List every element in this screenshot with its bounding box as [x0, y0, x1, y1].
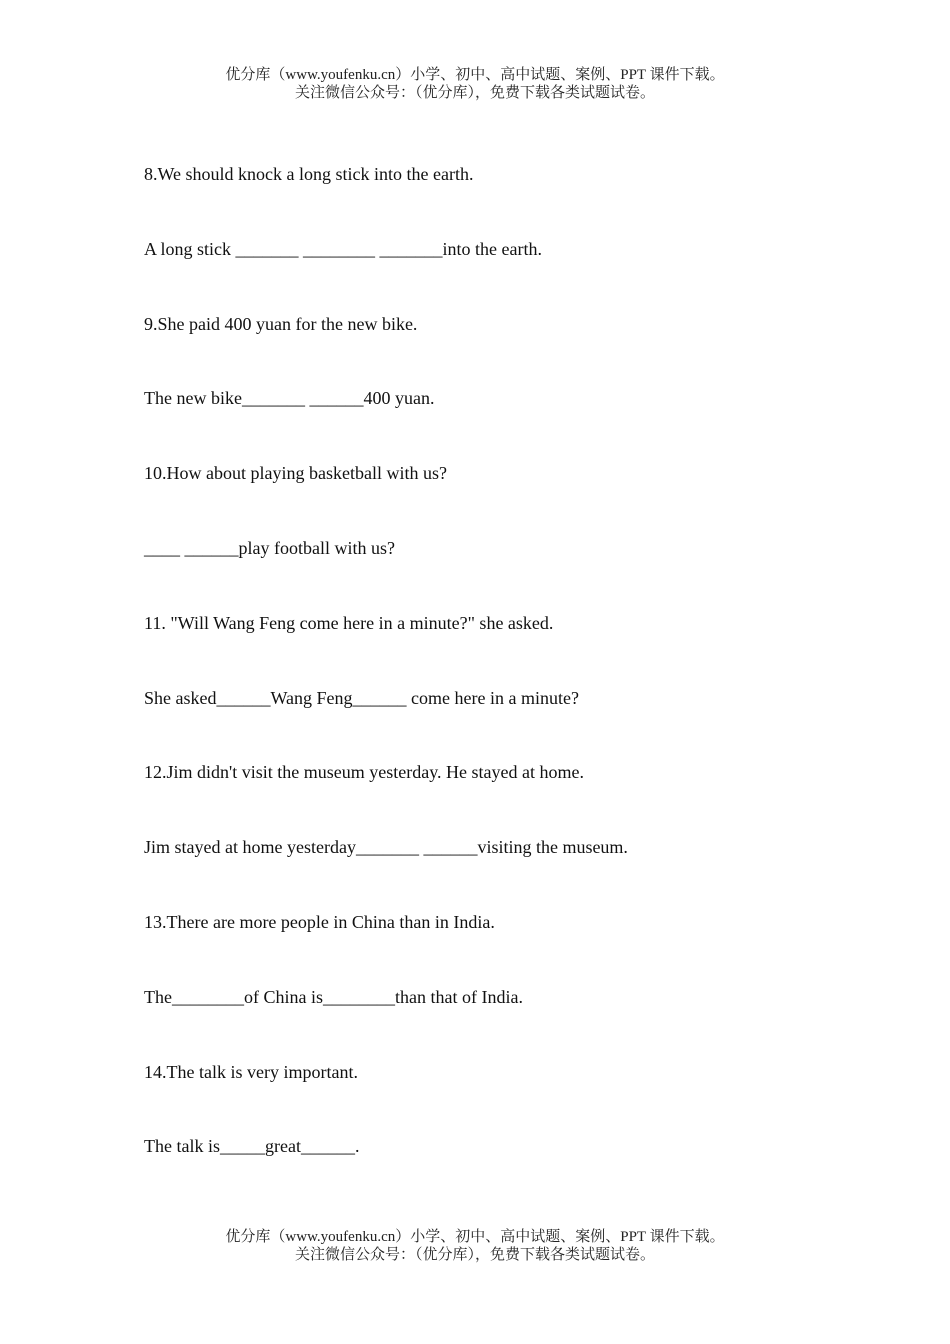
question-8: 8.We should knock a long stick into the earth.: [144, 164, 474, 184]
answer-13: The________of China is________than that of India.: [144, 986, 523, 1007]
answer-12: Jim stayed at home yesterday_______ ______visiting the museum.: [144, 837, 628, 858]
answer-11: She asked______Wang Feng______ come here in a minute?: [144, 687, 579, 708]
question-10: 10.How about playing basketball with us?: [144, 463, 447, 484]
answer-14: The talk is_____great______.: [144, 1136, 360, 1157]
answer-10: ____ ______play football with us?: [144, 537, 395, 558]
question-13: 13.There are more people in China than in India.: [144, 911, 495, 932]
header-line-2: 关注微信公众号：（优分库），免费下载各类试题试卷。: [294, 85, 655, 101]
footer-line-2: 关注微信公众号：（优分库），免费下载各类试题试卷。: [294, 1247, 655, 1263]
exercise-content: [144, 162, 864, 1209]
question-11: 11. "Will Wang Feng come here in a minute?" she asked.: [144, 612, 554, 633]
answer-8: A long stick _______ ________ _______into the earth.: [144, 238, 542, 259]
question-9: 9.She paid 400 yuan for the new bike.: [144, 313, 418, 334]
answer-9: The new bike_______ ______400 yuan.: [144, 388, 435, 409]
question-14: 14.The talk is very important.: [144, 1061, 358, 1082]
question-12: 12.Jim didn't visit the museum yesterday. He stayed at home.: [144, 762, 584, 783]
page-footer: [0, 1228, 950, 1264]
footer-line-1: 优分库（www.youfenku.cn）小学、初中、高中试题、案例、PPT 课件下载。: [225, 1229, 725, 1245]
header-line-1: 优分库（www.youfenku.cn）小学、初中、高中试题、案例、PPT 课件下载。: [225, 67, 725, 83]
page-header: [0, 66, 950, 102]
